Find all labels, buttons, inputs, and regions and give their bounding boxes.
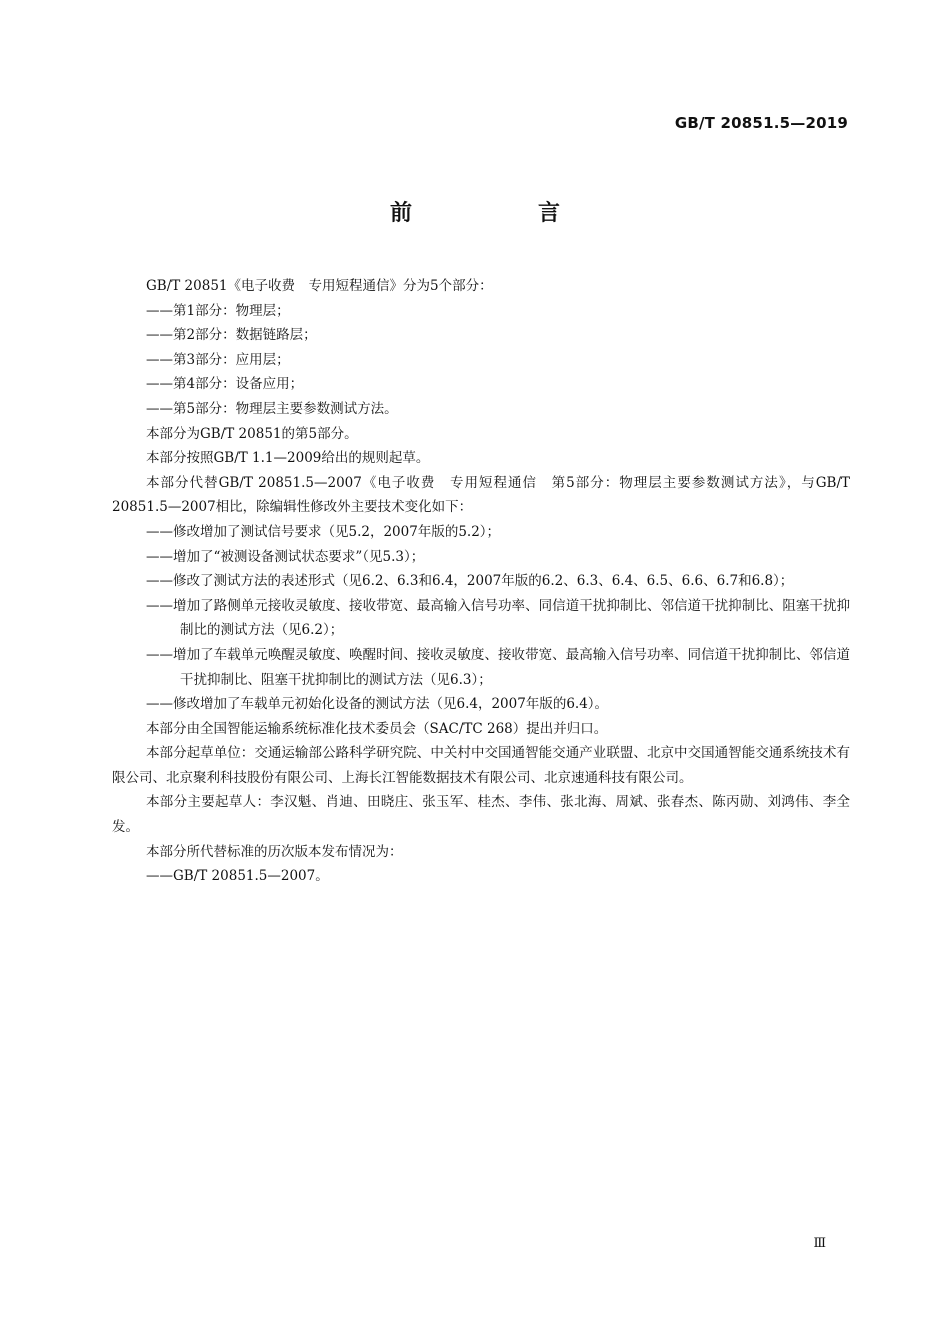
list-item-change-4: ——增加了路侧单元接收灵敏度、接收带宽、最高输入信号功率、同信道干扰抑制比、邻信道干扰抑制比、阻塞干扰抑制比的测试方法（见6.2）； bbox=[146, 597, 850, 639]
page-number: Ⅲ bbox=[813, 1236, 826, 1251]
list-item-history-1: ——GB/T 20851.5—2007。 bbox=[146, 868, 329, 885]
standard-number: GB/T 20851.5—2019 bbox=[674, 114, 848, 132]
foreword-body bbox=[112, 274, 850, 889]
list-item-part-4: ——第4部分：设备应用； bbox=[146, 376, 304, 393]
page-title: 前 言 bbox=[389, 201, 612, 226]
paragraph-drafters: 本部分主要起草人：李汉魁、肖迪、田晓庄、张玉军、桂杰、李伟、张北海、周斌、张春杰、陈丙勋、刘鸿伟、李全发。 bbox=[112, 794, 850, 836]
paragraph-drafting-rules: 本部分按照GB/T 1.1—2009给出的规则起草。 bbox=[146, 450, 430, 467]
list-item-change-1: ——修改增加了测试信号要求（见5.2，2007年版的5.2）； bbox=[146, 523, 501, 540]
paragraph-proposed-by: 本部分由全国智能运输系统标准化技术委员会（SAC/TC 268）提出并归口。 bbox=[146, 720, 608, 737]
paragraph-replaces: 本部分代替GB/T 20851.5—2007《电子收费 专用短程通信 第5部分：物理层主要参数测试方法》，与GB/T 20851.5—2007相比，除编辑性修改外主要技术变化如下： bbox=[112, 474, 850, 516]
paragraph-this-part: 本部分为GB/T 20851的第5部分。 bbox=[146, 425, 358, 442]
list-item-part-5: ——第5部分：物理层主要参数测试方法。 bbox=[146, 400, 398, 417]
paragraph-history: 本部分所代替标准的历次版本发布情况为： bbox=[146, 843, 403, 860]
list-item-part-2: ——第2部分：数据链路层； bbox=[146, 327, 317, 344]
paragraph-drafting-units: 本部分起草单位：交通运输部公路科学研究院、中关村中交国通智能交通产业联盟、北京中交国通智能交通系统技术有限公司、北京聚利科技股份有限公司、上海长江智能数据技术有限公司、北京速通科技有限公司。 bbox=[112, 745, 850, 786]
list-item-change-2: ——增加了“被测设备测试状态要求”（见5.3）； bbox=[146, 548, 425, 565]
list-item-part-3: ——第3部分：应用层； bbox=[146, 351, 290, 368]
list-item-part-1: ——第1部分：物理层； bbox=[146, 302, 290, 319]
paragraph-parts-intro: GB/T 20851《电子收费 专用短程通信》分为5个部分： bbox=[146, 278, 493, 294]
list-item-change-5: ——增加了车载单元唤醒灵敏度、唤醒时间、接收灵敏度、接收带宽、最高输入信号功率、同信道干扰抑制比、邻信道干扰抑制比、阻塞干扰抑制比的测试方法（见6.3）； bbox=[146, 646, 850, 688]
list-item-change-6: ——修改增加了车载单元初始化设备的测试方法（见6.4，2007年版的6.4）。 bbox=[146, 696, 609, 713]
list-item-change-3: ——修改了测试方法的表述形式（见6.2、6.3和6.4，2007年版的6.2、6.3、6.4、6.5、6.6、6.7和6.8）； bbox=[146, 573, 794, 590]
